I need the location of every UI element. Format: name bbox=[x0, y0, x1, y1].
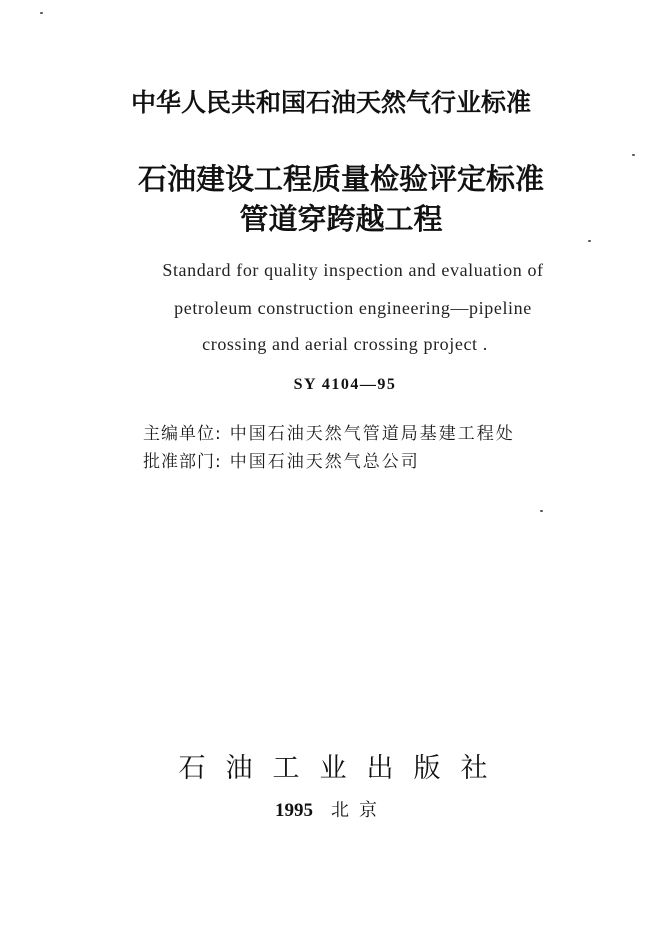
scan-speck bbox=[40, 12, 43, 14]
standard-code: SY 4104—95 bbox=[293, 376, 397, 393]
document-title: 石油建设工程质量检验评定标准 bbox=[137, 162, 544, 196]
editor-value: 中国石油天然气管道局基建工程处 bbox=[229, 424, 515, 444]
publisher-name: 石油工业出版社 bbox=[178, 753, 508, 784]
imprint-year: 1995 bbox=[275, 800, 313, 821]
approver-info bbox=[143, 450, 420, 474]
document-subtitle: 管道穿跨越工程 bbox=[239, 202, 443, 236]
editor-label: 主编单位: bbox=[143, 424, 222, 444]
approver-value: 中国石油天然气总公司 bbox=[229, 452, 420, 472]
editor-info bbox=[143, 422, 515, 446]
scan-speck bbox=[632, 154, 635, 156]
scan-speck bbox=[540, 510, 543, 512]
imprint bbox=[0, 798, 662, 824]
english-title-line-2: petroleum construction engineering—pipeline bbox=[174, 298, 532, 318]
scan-speck bbox=[588, 240, 591, 242]
approver-label: 批准部门: bbox=[143, 452, 222, 472]
english-title-line-3: crossing and aerial crossing project . bbox=[202, 334, 488, 354]
industry-standard-heading: 中华人民共和国石油天然气行业标准 bbox=[130, 88, 531, 117]
english-title-line-1: Standard for quality inspection and evaluation of bbox=[162, 260, 544, 280]
imprint-city: 北京 bbox=[331, 800, 387, 821]
